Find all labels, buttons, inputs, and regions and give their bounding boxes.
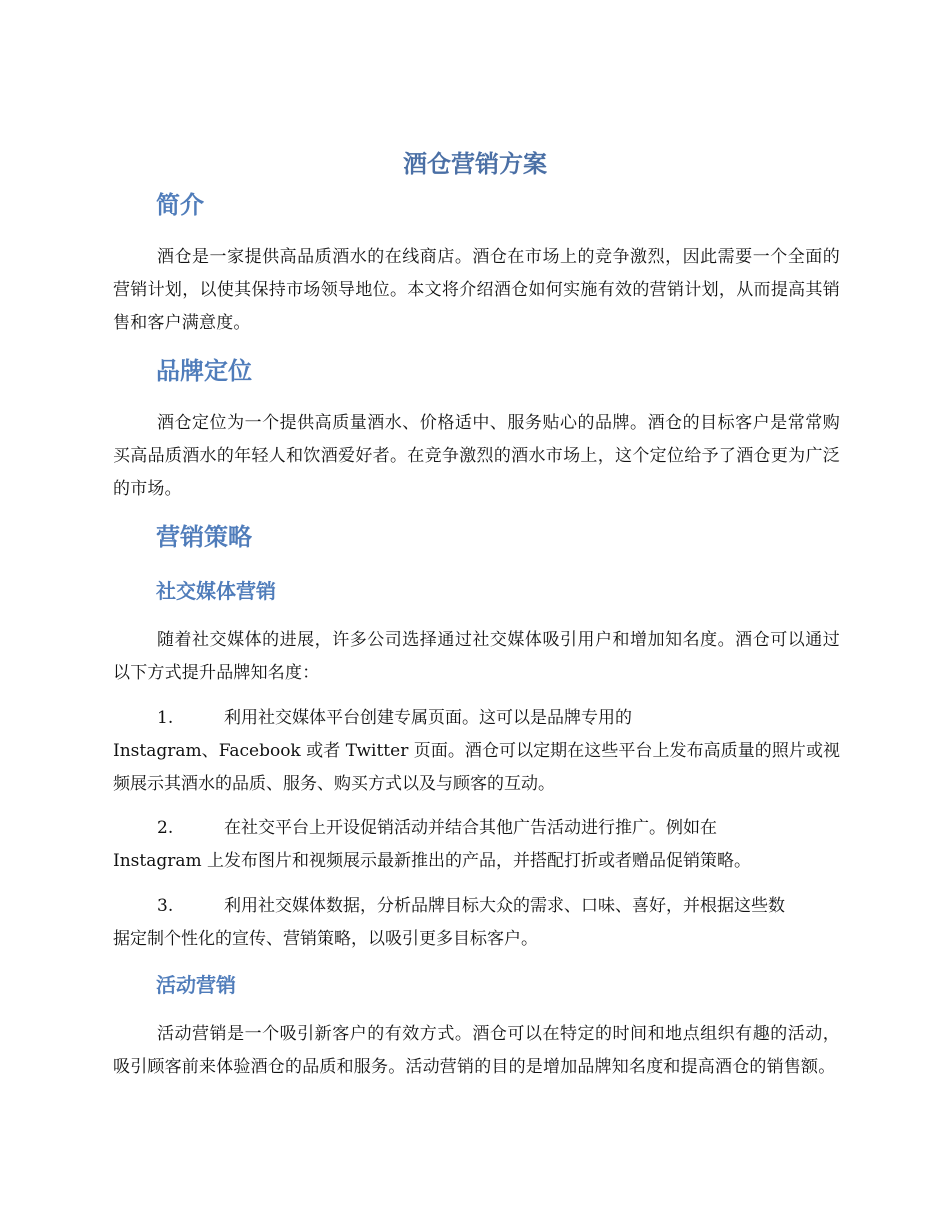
section-heading-brand-positioning: 品牌定位 (156, 357, 252, 385)
section-heading-intro: 简介 (156, 191, 204, 219)
social-media-intro-paragraph: 随着社交媒体的进展，许多公司选择通过社交媒体吸引用户和增加知名度。酒仓可以通过以下方式提升品牌知名度： (113, 630, 840, 683)
subsection-heading-social-media: 社交媒体营销 (156, 579, 276, 603)
list-item-text-continued: Instagram、Facebook 或者 Twitter 页面。酒仓可以定期在这些平台上发布高质量的照片或视频展示其酒水的品质、服务、购买方式以及与顾客的互动。 (113, 741, 840, 794)
list-item (113, 702, 840, 801)
list-item-text-continued: 据定制个性化的宣传、营销策略，以吸引更多目标客户。 (113, 929, 538, 949)
event-marketing-paragraph: 活动营销是一个吸引新客户的有效方式。酒仓可以在特定的时间和地点组织有趣的活动，吸引顾客前来体验酒仓的品质和服务。活动营销的目的是增加品牌知名度和提高酒仓的销售额。 (113, 1024, 840, 1077)
list-item (113, 890, 840, 956)
subsection-heading-event-marketing: 活动营销 (156, 973, 236, 997)
brand-positioning-paragraph: 酒仓定位为一个提供高质量酒水、价格适中、服务贴心的品牌。酒仓的目标客户是常常购买高品质酒水的年轻人和饮酒爱好者。在竞争激烈的酒水市场上，这个定位给予了酒仓更为广泛的市场。 (113, 413, 840, 499)
section-heading-marketing-strategy: 营销策略 (156, 523, 252, 551)
intro-paragraph: 酒仓是一家提供高品质酒水的在线商店。酒仓在市场上的竞争激烈，因此需要一个全面的营销计划，以使其保持市场领导地位。本文将介绍酒仓如何实施有效的营销计划，从而提高其销售和客户满意度。 (113, 247, 840, 333)
list-item-text-continued: Instagram 上发布图片和视频展示最新推出的产品，并搭配打折或者赠品促销策略。 (113, 851, 752, 871)
list-number: 1. (157, 708, 174, 728)
document-title: 酒仓营销方案 (403, 150, 547, 178)
list-item-text: 利用社交媒体数据，分析品牌目标大众的需求、口味、喜好，并根据这些数 (224, 896, 785, 916)
list-item-text: 利用社交媒体平台创建专属页面。这可以是品牌专用的 (224, 708, 632, 728)
list-item-text: 在社交平台上开设促销活动并结合其他广告活动进行推广。例如在 (224, 818, 717, 838)
list-number: 3. (157, 896, 174, 916)
list-item (113, 812, 840, 878)
list-number: 2. (157, 818, 174, 838)
